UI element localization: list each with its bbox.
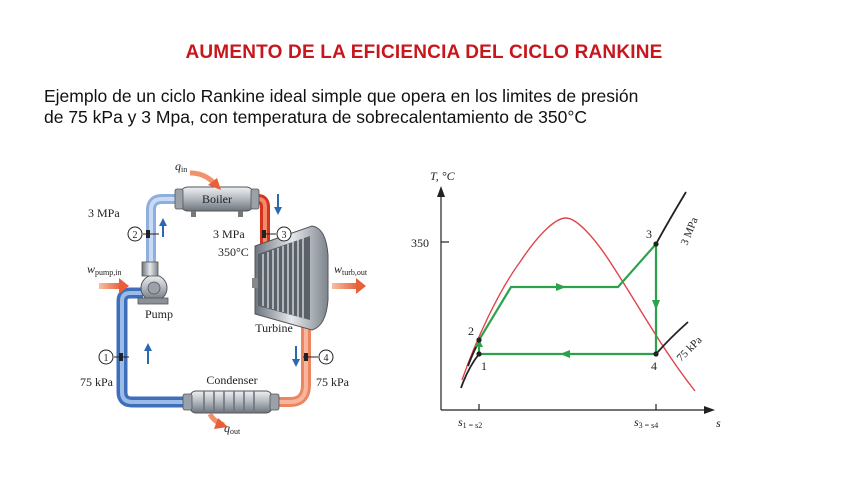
state-2: [88, 206, 142, 241]
state-3-temperature: 350°C: [218, 245, 249, 259]
svg-text:qin: [175, 159, 187, 174]
q-in-arrow: [175, 159, 221, 190]
flow-arrow-4-down: [292, 346, 300, 367]
flow-arrow-2-up: [159, 218, 167, 237]
flow-arrow-1-up: [144, 343, 152, 364]
boiler: [175, 187, 259, 217]
isobar-high-label: 3 MPa: [678, 215, 701, 248]
cycle-path: [479, 244, 656, 354]
ts-point-4: 4: [651, 359, 657, 373]
w-turb-out-arrow: [332, 262, 368, 294]
state-3-pressure: 3 MPa: [213, 227, 245, 241]
arrow-boiling: [556, 283, 566, 291]
state-3-number: 3: [281, 230, 287, 241]
q-out-arrow: [210, 414, 241, 436]
q-in-subscript: in: [181, 165, 188, 174]
state-1-number: 1: [103, 353, 109, 364]
x-tick-s3-s4: s3 = s4: [634, 415, 659, 430]
w-pump-in-arrow: [87, 262, 129, 294]
pump-label: Pump: [144, 307, 174, 321]
arrow-expansion: [652, 300, 660, 310]
boiler-label: Boiler: [202, 192, 232, 206]
q-out-subscript: out: [230, 427, 241, 436]
page-title: AUMENTO DE LA EFICIENCIA DEL CICLO RANKINE: [185, 42, 663, 63]
flow-arrow-3-down: [274, 194, 282, 215]
turbine-label: Turbine: [255, 321, 293, 335]
state-2-pressure: 3 MPa: [88, 206, 120, 220]
q-out-label: q: [224, 421, 230, 435]
w-pump-subscript: pump,in: [95, 268, 122, 277]
x-axis-label: s: [716, 416, 721, 430]
ts-point-2: 2: [468, 324, 474, 338]
w-turb-label: w: [334, 262, 343, 276]
w-pump-label: w: [87, 262, 96, 276]
svg-text:wturb,out: [334, 262, 368, 277]
x-axis-arrow: [704, 406, 715, 414]
x-tick-s1-s2: s1 = s2: [458, 415, 483, 430]
intro-line-2: de 75 kPa y 3 Mpa, con temperatura de sobrecalentamiento de 350°C: [44, 107, 588, 127]
intro-line-1: Ejemplo de un ciclo Rankine ideal simple que opera en los limites de presión: [44, 86, 639, 106]
state-4-pressure: 75 kPa: [316, 375, 349, 389]
isobar-low-label: 75 kPa: [674, 334, 705, 365]
cycle-arrows: [475, 283, 660, 358]
cycle-diagram: [80, 159, 368, 436]
condenser: [183, 373, 279, 413]
state-2-number: 2: [132, 230, 138, 241]
arrow-condensing: [560, 350, 570, 358]
saturation-dome: [462, 218, 695, 391]
condenser-label: Condenser: [206, 373, 258, 387]
ts-axes: [411, 169, 721, 430]
svg-text:wpump,in: [87, 262, 121, 277]
q-in-label: q: [175, 159, 181, 173]
w-turb-subscript: turb,out: [342, 268, 368, 277]
state-1: [80, 350, 114, 389]
y-axis-label: T, °C: [430, 169, 455, 183]
svg-text:qout: [224, 421, 241, 436]
ts-diagram: [411, 169, 721, 430]
y-axis-arrow: [437, 186, 445, 197]
state-1-pressure: 75 kPa: [80, 375, 113, 389]
ts-point-3: 3: [646, 227, 652, 241]
state-4-number: 4: [323, 353, 329, 364]
state-4: [316, 350, 350, 389]
y-tick-350-label: 350: [411, 236, 429, 250]
ts-point-1: 1: [481, 359, 487, 373]
pump: [138, 262, 173, 321]
